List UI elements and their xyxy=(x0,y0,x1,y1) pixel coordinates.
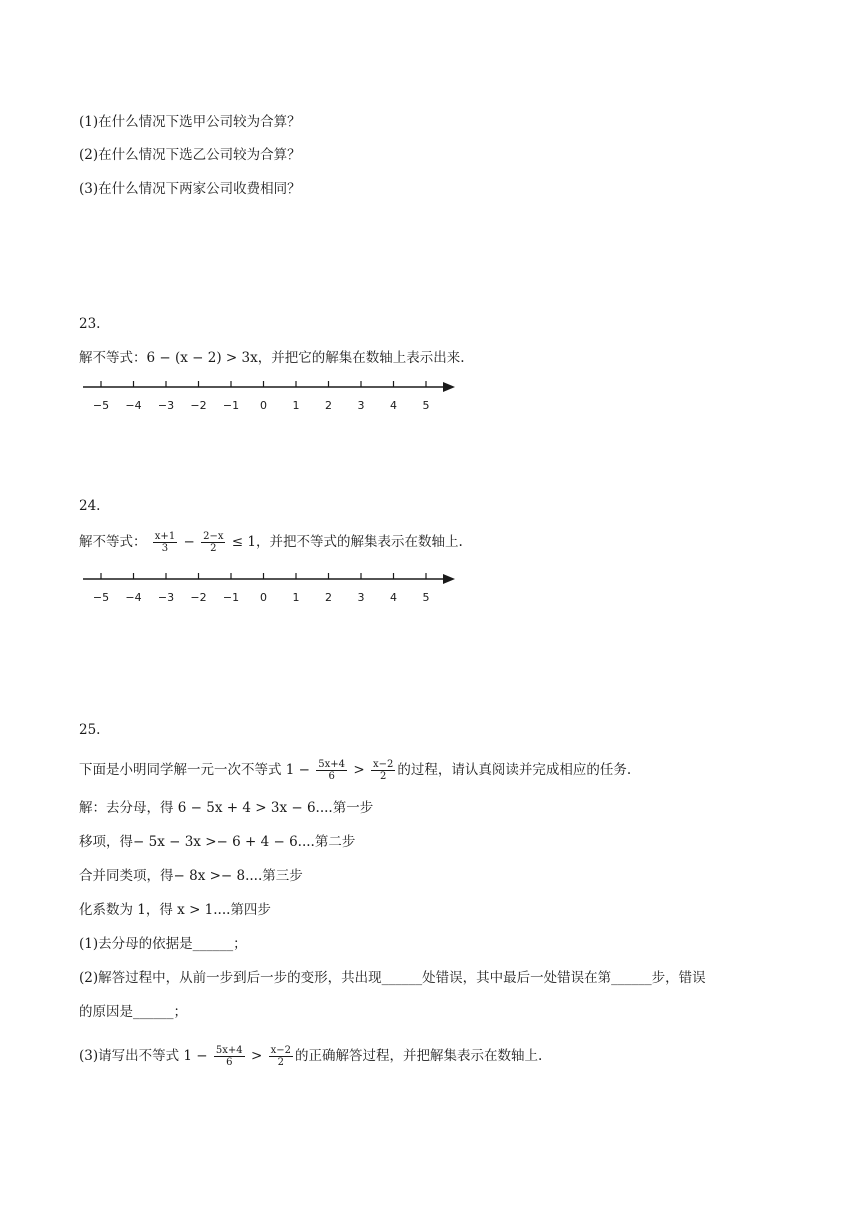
q22-part3: (3)在什么情况下两家公司收费相同？ xyxy=(79,181,301,197)
q25-intro-suffix: 的过程，请认真阅读并完成相应的任务. xyxy=(397,762,632,778)
axis-tick-label: 2 xyxy=(325,591,332,604)
axis-tick-label: 0 xyxy=(260,591,267,604)
axis-tick-label: −4 xyxy=(125,591,142,604)
axis-tick-label: 1 xyxy=(292,591,300,604)
q25-task3-lhs: 1 − xyxy=(183,1048,208,1064)
q25-step3: 合并同类项，得− 8x >− 8....第三步 xyxy=(79,868,303,884)
axis-tick-label: 5 xyxy=(422,591,430,604)
q24-statement xyxy=(79,531,463,554)
q23-statement xyxy=(79,349,465,367)
axis-tick-label: −1 xyxy=(222,399,240,412)
axis-tick-label: 5 xyxy=(422,399,430,412)
q25-task1: (1)去分母的依据是______； xyxy=(79,936,247,952)
q25-task2-line2: 的原因是______； xyxy=(79,1004,187,1020)
axis-tick-label: 4 xyxy=(390,591,397,604)
axis-tick-label: −1 xyxy=(222,591,240,604)
q25-task3 xyxy=(79,1045,542,1068)
q25-ineq-frac2-numerator: x−2 xyxy=(372,759,394,770)
q24-minus: − xyxy=(183,534,195,550)
q24-number-line xyxy=(79,570,459,610)
axis-arrow xyxy=(443,382,455,392)
axis-tick-label: 3 xyxy=(357,399,365,412)
q24-frac2-numerator: 2−x xyxy=(203,531,224,542)
q25-task3-prefix: (3)请写出不等式 xyxy=(79,1048,180,1064)
q24-frac1-numerator: x+1 xyxy=(154,531,176,542)
axis-tick-label: −3 xyxy=(157,591,175,604)
q25-step2: 移项，得− 5x − 3x >− 6 + 4 − 6....第二步 xyxy=(79,834,356,850)
axis-tick-label: −5 xyxy=(92,591,110,604)
axis-tick-label: 0 xyxy=(260,399,267,412)
axis-tick-label: 3 xyxy=(357,591,365,604)
q24-prefix: 解不等式： xyxy=(79,534,147,550)
q23-number: 23. xyxy=(79,316,101,332)
q25-ineq-relation: > xyxy=(353,762,365,778)
q25-task3-frac2-numerator: x−2 xyxy=(270,1045,291,1056)
axis-tick-label: 2 xyxy=(325,399,332,412)
q24-fraction-1 xyxy=(153,531,177,554)
q25-step4: 化系数为 1，得 x > 1....第四步 xyxy=(79,902,271,918)
q24-frac2-denominator: 2 xyxy=(210,543,217,554)
axis-tick-label: −4 xyxy=(125,399,142,412)
q24-fraction-2 xyxy=(201,531,225,554)
axis-tick-label: −3 xyxy=(157,399,175,412)
q25-task3-suffix: 的正确解答过程，并把解集表示在数轴上. xyxy=(294,1048,543,1064)
q22-part2: (2)在什么情况下选乙公司较为合算？ xyxy=(79,147,301,163)
axis-tick-label: −2 xyxy=(190,399,207,412)
q25-task3-frac1-numerator: 5x+4 xyxy=(215,1045,243,1056)
q24-relation: ≤ 1 xyxy=(231,534,256,550)
q25-ineq-fraction-2 xyxy=(371,759,395,782)
q23-expression: 6 − (x − 2) > 3x xyxy=(146,350,258,366)
q22-part1: (1)在什么情况下选甲公司较为合算？ xyxy=(79,114,301,130)
q25-task3-frac2-denominator: 2 xyxy=(277,1057,284,1068)
q25-step1: 解：去分母，得 6 − 5x + 4 > 3x − 6....第一步 xyxy=(79,800,374,816)
q25-task2-line1: (2)解答过程中，从前一步到后一步的变形，共出现______处错误，其中最后一处错误在第______步，错误 xyxy=(79,970,706,986)
q25-number: 25. xyxy=(79,722,101,738)
axis-arrow xyxy=(443,574,455,584)
q24-frac1-denominator: 3 xyxy=(161,543,169,554)
q25-ineq-frac1-numerator: 5x+4 xyxy=(318,759,346,770)
q25-intro-prefix: 下面是小明同学解一元一次不等式 xyxy=(79,762,282,778)
q23-prefix: 解不等式： xyxy=(79,350,147,366)
q25-ineq-frac2-denominator: 2 xyxy=(379,771,387,782)
q25-task3-relation: > xyxy=(250,1048,263,1064)
axis-tick-label: 4 xyxy=(390,399,397,412)
q25-task3-frac1-denominator: 6 xyxy=(226,1057,233,1068)
q24-suffix: ，并把不等式的解集表示在数轴上. xyxy=(255,534,463,550)
q23-suffix: ，并把它的解集在数轴上表示出来. xyxy=(257,350,465,366)
q24-number: 24. xyxy=(79,498,101,514)
axis-tick-label: −5 xyxy=(92,399,110,412)
axis-tick-label: 1 xyxy=(292,399,300,412)
q25-ineq-lhs: 1 − xyxy=(285,762,310,778)
q23-number-line xyxy=(79,378,459,418)
q25-task3-fraction-1 xyxy=(214,1045,245,1068)
q25-ineq-fraction-1 xyxy=(316,759,347,782)
q25-ineq-frac1-denominator: 6 xyxy=(328,771,335,782)
q25-intro xyxy=(79,759,631,782)
axis-tick-label: −2 xyxy=(190,591,207,604)
q25-task3-fraction-2 xyxy=(269,1045,293,1068)
